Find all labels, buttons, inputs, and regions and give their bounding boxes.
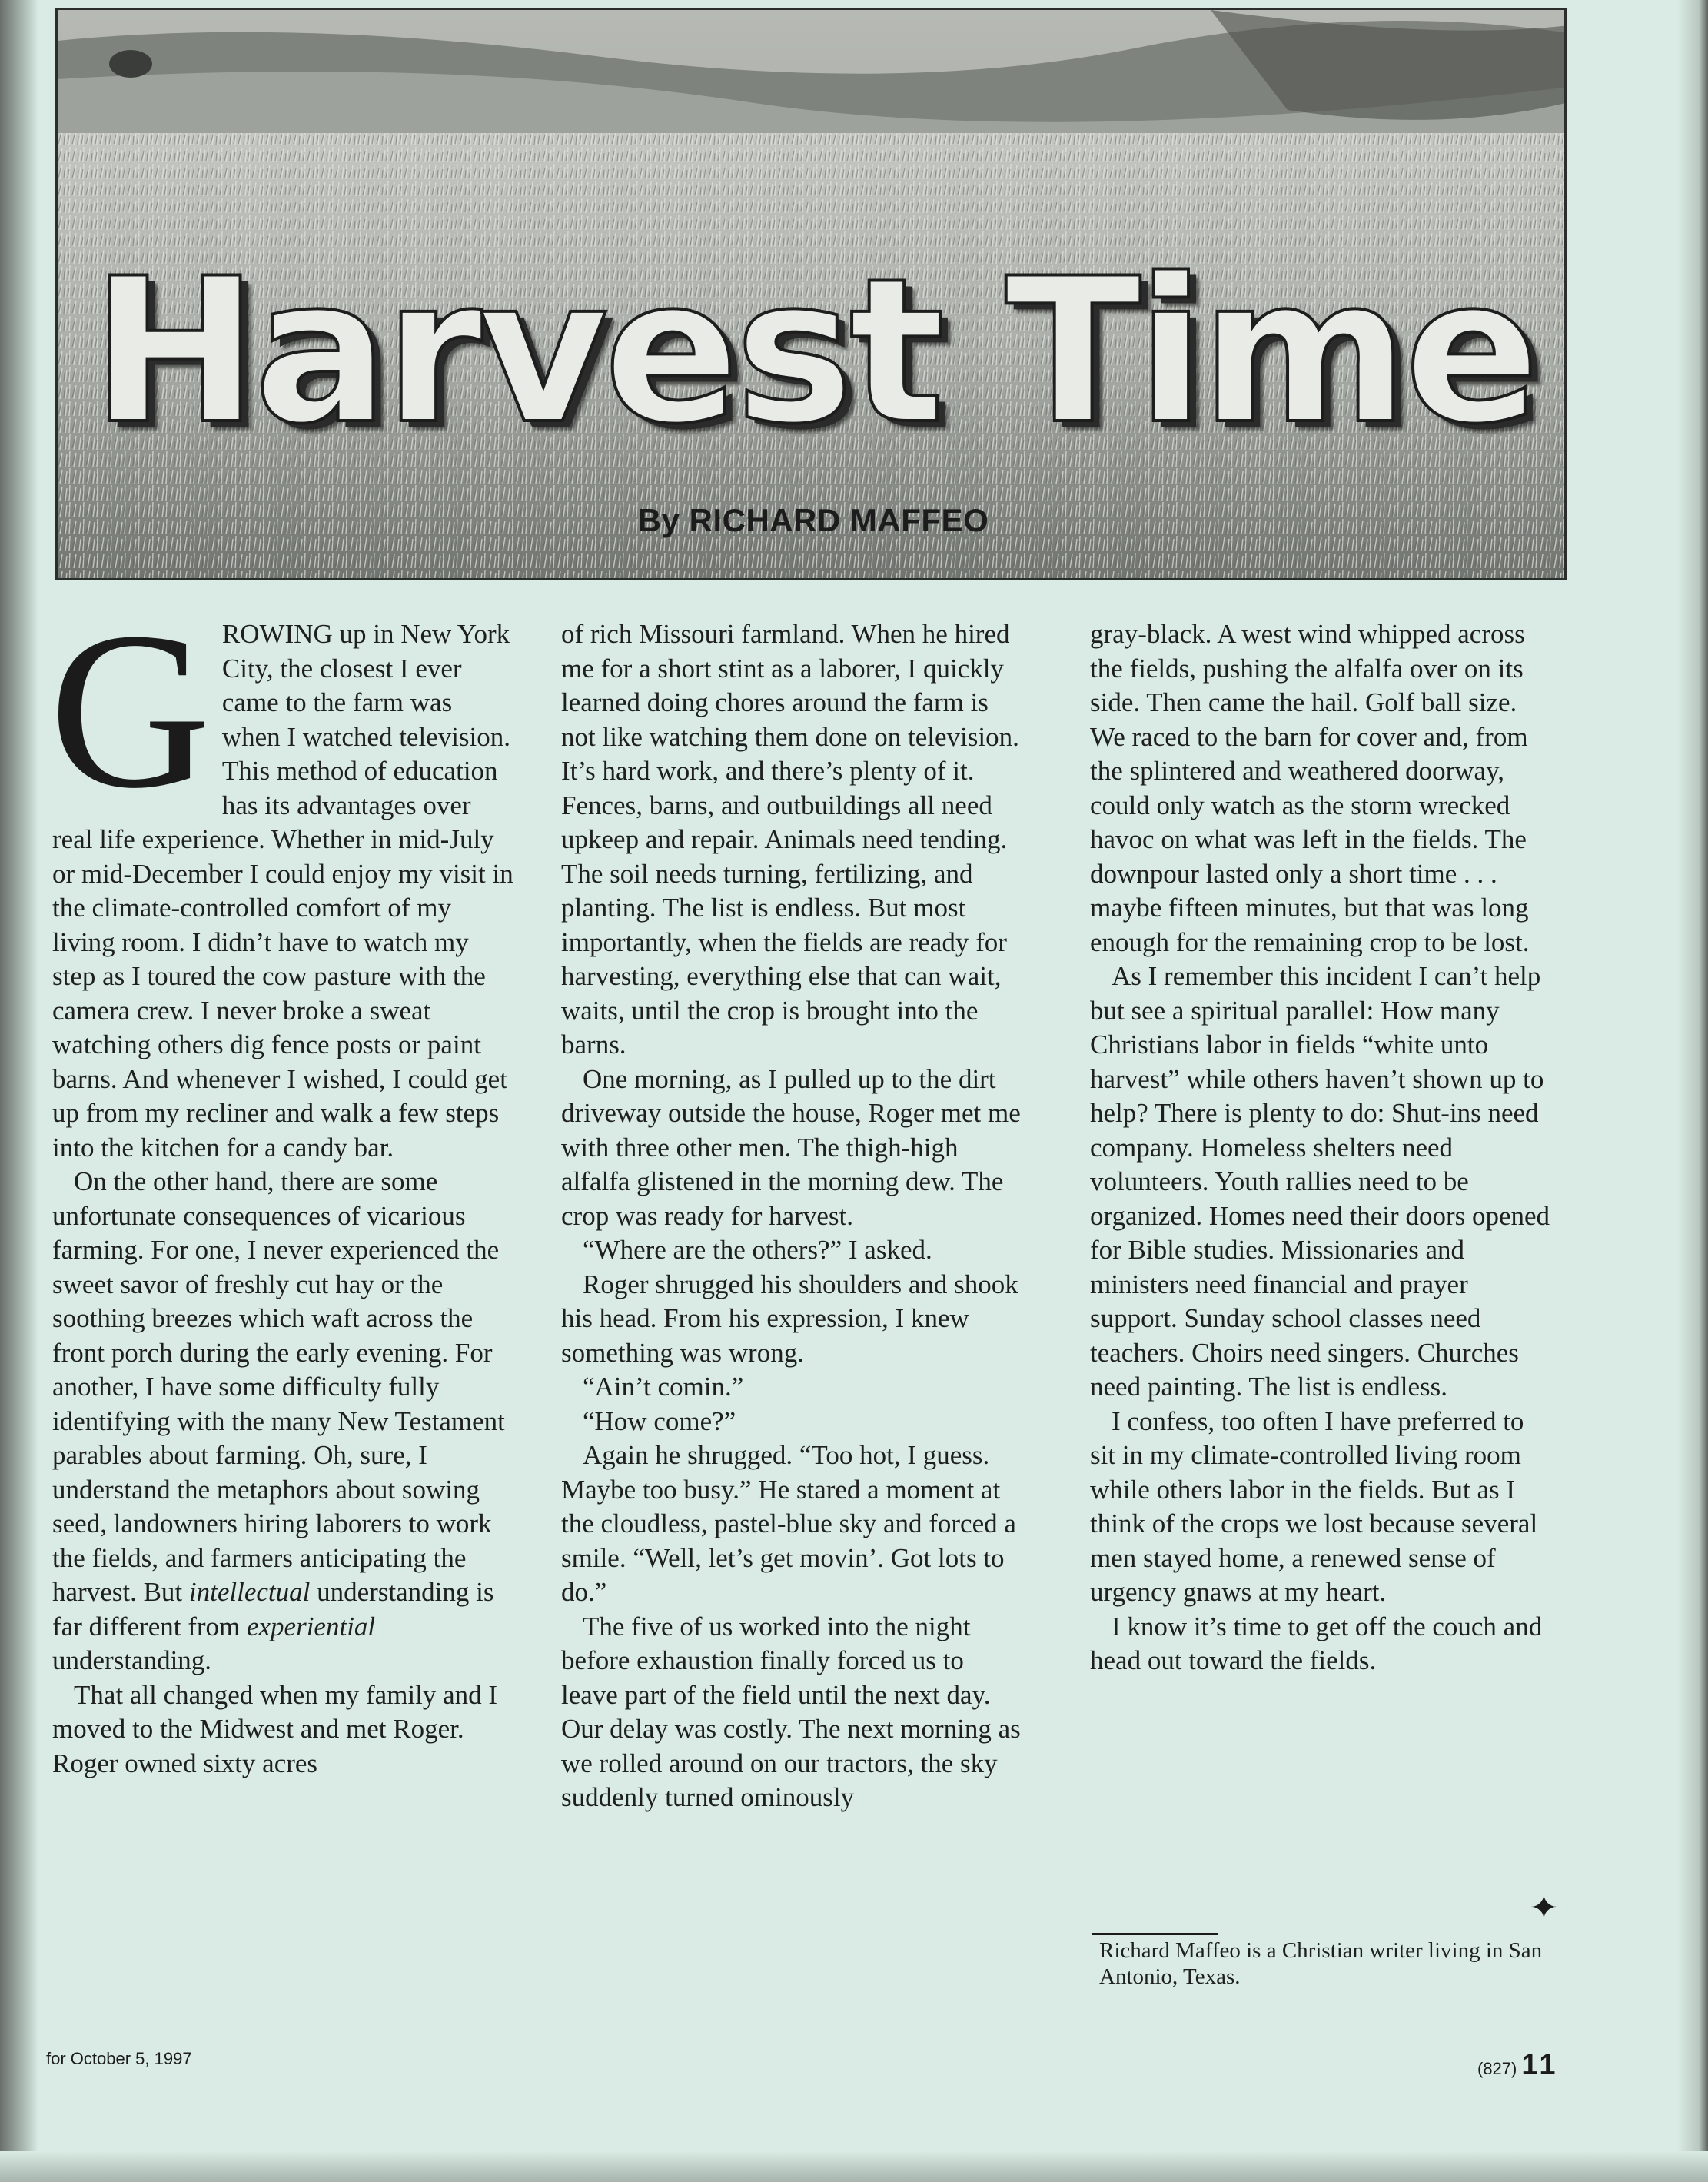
page-number-block	[1477, 2049, 1559, 2082]
paragraph: Roger shrugged his shoulders and shook his head. From his expression, I knew something was wrong.	[561, 1269, 1018, 1368]
drop-cap: G	[49, 587, 211, 835]
paragraph: ROWING up in New York City, the closest I ever came to the farm was when I watched television. This method of education has its advantages over real life experience. Whether in mid-July or mid-December I could enjoy my visit in the climate-controlled comfort of my living room. I didn’t have to watch my step as I toured the cow pasture with the camera crew. I never broke a sweat watching others dig fence posts or paint barns. And whenever I wished, I could get up from my recliner and walk a few steps into the kitchen for a candy bar.	[52, 619, 513, 1163]
paragraph: The five of us worked into the night before exhaustion finally forced us to leave part of the field until the next day. Our delay was costly. The next morning as we rolled around on our tractors, the sky suddenly turned ominously	[561, 1611, 1021, 1812]
paragraph: One morning, as I pulled up to the dirt driveway outside the house, Roger met me with three other men. The thigh-high alfalfa glistened in the morning dew. The crop was ready for harvest.	[561, 1063, 1021, 1231]
paragraph: gray-black. A west wind whipped across the fields, pushing the alfalfa over on its side. Then came the hail. Golf ball size. We raced to the barn for cover and, from the splintered and weathered doorway, could only watch as the storm wrecked havoc on what was left in the fields. The downpour lasted only a short time . . . maybe fifteen minutes, but that was long enough for the remaining crop to be lost.	[1090, 619, 1530, 957]
page-gutter-shadow	[0, 0, 38, 2182]
page-number: 11	[1521, 2049, 1559, 2081]
paragraph: “Ain’t comin.”	[583, 1372, 744, 1402]
page-right-edge	[1677, 0, 1708, 2182]
paragraph: That all changed when my family and I moved to the Midwest and met Roger. Roger owned sixty acres	[52, 1679, 498, 1778]
paragraph: “How come?”	[583, 1405, 736, 1436]
byline: By RICHARD MAFFEO	[637, 502, 989, 538]
paragraph: On the other hand, there are some unfortunate consequences of vicarious farming. For one, I never experienced the sweet savor of freshly cut hay or the soothing breezes which waft across the front porch during the early evening. For another, I have some difficulty fully identifying with the many New Testament parables about farming. Oh, sure, I understand the metaphors about sowing seed, landowners hiring laborers to work the fields, and farmers anticipating the harvest. But intellectual understanding is far different from experiential understanding.	[52, 1166, 505, 1675]
article-column-3	[1090, 617, 1551, 1678]
bio-rule	[1092, 1933, 1218, 1935]
issue-date: for October 5, 1997	[46, 2049, 192, 2068]
article-title: Harvest Time	[91, 236, 1536, 468]
paragraph: I confess, too often I have preferred to sit in my climate-controlled living room while others labor in the fields. But as I think of the crops we lost because several men stayed home, a renewed sense of urgency gnaws at my heart.	[1090, 1405, 1538, 1607]
header-photo	[55, 8, 1567, 580]
page-bottom-edge	[0, 2151, 1708, 2182]
paragraph: As I remember this incident I can’t help but see a spiritual parallel: How many Christians labor in fields “white unto harvest” while others haven’t shown up to help? There is plenty to do: Shut-ins need company. Homeless shelters need volunteers. Youth rallies need to be organized. Homes need their doors opened for Bible studies. Missionaries and ministers need financial and prayer support. Sunday school classes need teachers. Choirs need singers. Churches need painting. The list is endless.	[1090, 961, 1550, 1402]
paragraph: Again he shrugged. “Too hot, I guess. Maybe too busy.” He stared a moment at the cloudless, pastel-blue sky and forced a smile. “Well, let’s get movin’. Got lots to do.”	[561, 1440, 1016, 1607]
article-column-2	[561, 617, 1022, 1815]
paragraph: of rich Missouri farmland. When he hired me for a short stint as a laborer, I quickly learned doing chores around the farm is not like watching them done on television. It’s hard work, and there’s plenty of it. Fences, barns, and outbuildings all need upkeep and repair. Animals need tending. The soil needs turning, fertilizing, and planting. The list is endless. But most importantly, when the fields are ready for harvesting, everything else that can wait, waits, until the crop is brought into the barns.	[561, 619, 1019, 1059]
author-bio: Richard Maffeo is a Christian writer living in San Antonio, Texas.	[1099, 1938, 1543, 1989]
article-column-1	[49, 587, 513, 1781]
paragraph: I know it’s time to get off the couch and head out toward the fields.	[1090, 1611, 1543, 1675]
page-code: (827)	[1477, 2059, 1517, 2078]
paragraph: “Where are the others?” I asked.	[583, 1235, 932, 1265]
end-of-article-icon: ✦	[1530, 1888, 1558, 1928]
